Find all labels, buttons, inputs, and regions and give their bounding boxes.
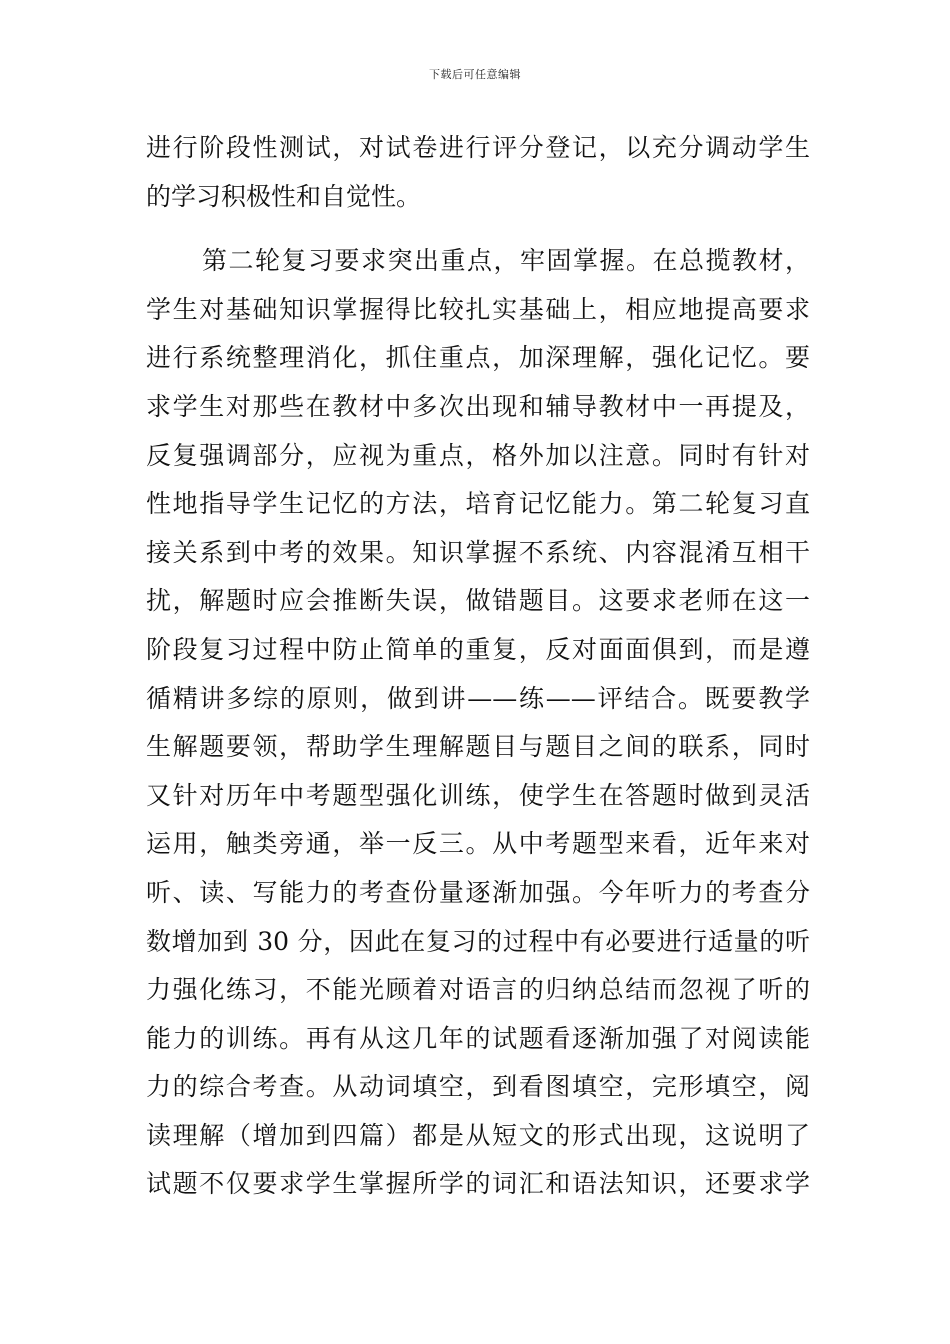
text-line: 学生对基础知识掌握得比较扎实基础上，相应地提高要求 (146, 294, 810, 324)
text-line: 扰，解题时应会推断失误，做错题目。这要求老师在这一 (146, 586, 810, 616)
paragraph-1 (146, 124, 810, 221)
paragraph-2 (146, 237, 810, 1209)
text-line: 循精讲多综的原则，做到讲——练——评结合。既要教学 (146, 683, 810, 713)
text-line: 数增加到 30 分，因此在复习的过程中有必要进行适量的听 (146, 926, 810, 956)
document-body (146, 124, 810, 1209)
header-note: 下载后可任意编辑 (429, 68, 521, 81)
text-line: 又针对历年中考题型强化训练，使学生在答题时做到灵活 (146, 780, 810, 810)
paragraph-gap (146, 221, 810, 237)
text-line: 进行系统整理消化，抓住重点，加深理解，强化记忆。要 (146, 343, 810, 373)
text-line: 力的综合考查。从动词填空，到看图填空，完形填空，阅 (146, 1072, 810, 1102)
text-line: 读理解（增加到四篇）都是从短文的形式出现，这说明了 (146, 1120, 810, 1150)
text-line: 求学生对那些在教材中多次出现和辅导教材中一再提及， (146, 391, 810, 421)
text-line: 阶段复习过程中防止简单的重复，反对面面俱到，而是遵 (146, 634, 810, 664)
text-line: 能力的训练。再有从这几年的试题看逐渐加强了对阅读能 (146, 1023, 810, 1053)
text-line: 力强化练习，不能光顾着对语言的归纳总结而忽视了听的 (146, 975, 810, 1005)
text-line: 生解题要领，帮助学生理解题目与题目之间的联系，同时 (146, 732, 810, 762)
text-line: 听、读、写能力的考查份量逐渐加强。今年听力的考查分 (146, 877, 810, 907)
text-line: 运用，触类旁通，举一反三。从中考题型来看，近年来对 (146, 829, 810, 859)
text-line: 的学习积极性和自觉性。 (146, 181, 422, 211)
text-line: 第二轮复习要求突出重点，牢固掌握。在总揽教材， (202, 246, 810, 276)
text-line: 试题不仅要求学生掌握所学的词汇和语法知识，还要求学 (146, 1169, 810, 1199)
text-line: 进行阶段性测试，对试卷进行评分登记，以充分调动学生 (146, 133, 810, 162)
text-line: 反复强调部分，应视为重点，格外加以注意。同时有针对 (146, 440, 810, 470)
text-line: 接关系到中考的效果。知识掌握不系统、内容混淆互相干 (146, 537, 810, 567)
text-line: 性地指导学生记忆的方法，培育记忆能力。第二轮复习直 (146, 489, 810, 519)
